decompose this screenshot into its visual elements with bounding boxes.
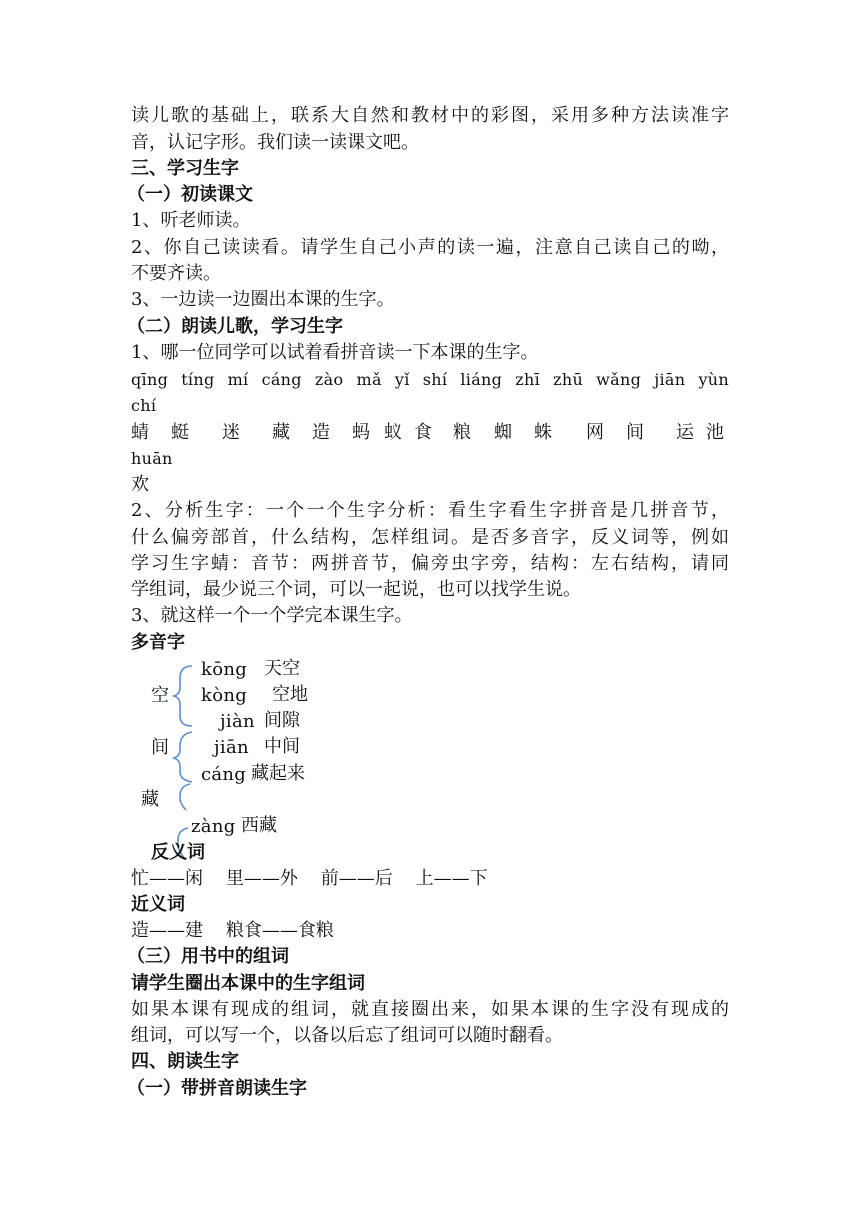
character: 蜘 — [494, 422, 512, 443]
paragraph-line: 音，认记字形。我们读一读课文吧。 — [131, 132, 419, 153]
polyphone-word: 中间 — [264, 736, 300, 757]
paragraph-line: 学组词，最少说三个词，可以一起说，也可以找学生说。 — [131, 579, 581, 600]
section-heading: 三、学习生字 — [131, 158, 239, 179]
paragraph-line: 2、分析生字：一个一个生字分析：看生字看生字拼音是几拼音节， — [131, 500, 729, 521]
character: 欢 — [131, 474, 149, 495]
subsection-heading: （三）用书中的组词 — [127, 946, 289, 967]
polyphone-word: 空地 — [272, 684, 308, 705]
character: 运 — [676, 422, 694, 443]
pinyin-row: chí — [131, 396, 157, 415]
pinyin-row: qīng tíng mí cáng zào mǎ yǐ shí liáng zhī zhū wǎng jiān yùn — [131, 370, 729, 389]
polyphone-pinyin: jiān — [214, 737, 249, 758]
section-heading: 近义词 — [131, 894, 185, 915]
paragraph-line: 读儿歌的基础上，联系大自然和教材中的彩图，采用多种方法读准字 — [131, 105, 729, 126]
subsection-heading: 请学生圈出本课中的生字组词 — [131, 973, 365, 994]
polyphone-pinyin: kòng — [201, 685, 248, 706]
antonym-line: 忙——闲 里——外 前——后 上——下 — [131, 868, 488, 889]
polyphone-pinyin: zàng — [191, 816, 236, 837]
polyphone-char: 藏 — [141, 789, 159, 810]
polyphone-word: 天空 — [264, 658, 300, 679]
polyphone-word: 间隙 — [264, 710, 300, 731]
synonym-line: 造——建 粮食——食粮 — [131, 920, 334, 941]
paragraph-line: 1、听老师读。 — [131, 210, 251, 231]
polyphone-word: 藏起来 — [251, 763, 305, 784]
character: 蜓 — [171, 422, 189, 443]
polyphone-pinyin: jiàn — [220, 711, 255, 732]
character: 蛛 — [534, 422, 552, 443]
polyphone-char: 空 — [151, 685, 169, 706]
brace-icon — [172, 660, 202, 870]
paragraph-line: 学习生字蜻：音节：两拼音节，偏旁虫字旁，结构：左右结构，请同 — [131, 553, 729, 574]
paragraph-line: 1、哪一位同学可以试着看拼音读一下本课的生字。 — [131, 342, 539, 363]
character: 间 — [626, 422, 644, 443]
section-heading: 反义词 — [151, 842, 205, 863]
polyphone-pinyin: kōng — [201, 659, 248, 680]
subsection-heading: （一）初读课文 — [127, 184, 253, 205]
paragraph-line: 组词，可以写一个，以备以后忘了组词可以随时翻看。 — [131, 1025, 563, 1046]
polyphone-word: 西藏 — [241, 815, 277, 836]
section-heading: 多音字 — [131, 632, 185, 653]
character: 池 — [706, 422, 724, 443]
paragraph-line: 2、你自己读读看。请学生自己小声的读一遍，注意自己读自己的呦， — [131, 237, 729, 258]
paragraph-line: 不要齐读。 — [131, 263, 221, 284]
character: 粮 — [453, 422, 471, 443]
polyphone-char: 间 — [151, 737, 169, 758]
character: 藏 — [272, 422, 290, 443]
character: 蚂 — [352, 422, 370, 443]
character: 造 — [312, 422, 330, 443]
subsection-heading: （一）带拼音朗读生字 — [127, 1078, 307, 1099]
character: 迷 — [222, 422, 240, 443]
pinyin-row: huān — [131, 449, 173, 468]
paragraph-line: 3、就这样一个一个学完本课生字。 — [131, 605, 413, 626]
paragraph-line: 什么偏旁部首，什么结构，怎样组词。是否多音字，反义词等，例如 — [131, 527, 729, 548]
character: 网 — [586, 422, 604, 443]
character: 食 — [414, 422, 432, 443]
subsection-heading: （二）朗读儿歌，学习生字 — [127, 316, 343, 337]
paragraph-line: 3、一边读一边圈出本课的生字。 — [131, 289, 395, 310]
character: 蚁 — [384, 422, 402, 443]
paragraph-line: 如果本课有现成的组词，就直接圈出来，如果本课的生字没有现成的 — [131, 999, 729, 1020]
character: 蜻 — [131, 422, 149, 443]
section-heading: 四、朗读生字 — [131, 1051, 239, 1072]
polyphone-pinyin: cáng — [201, 764, 247, 785]
